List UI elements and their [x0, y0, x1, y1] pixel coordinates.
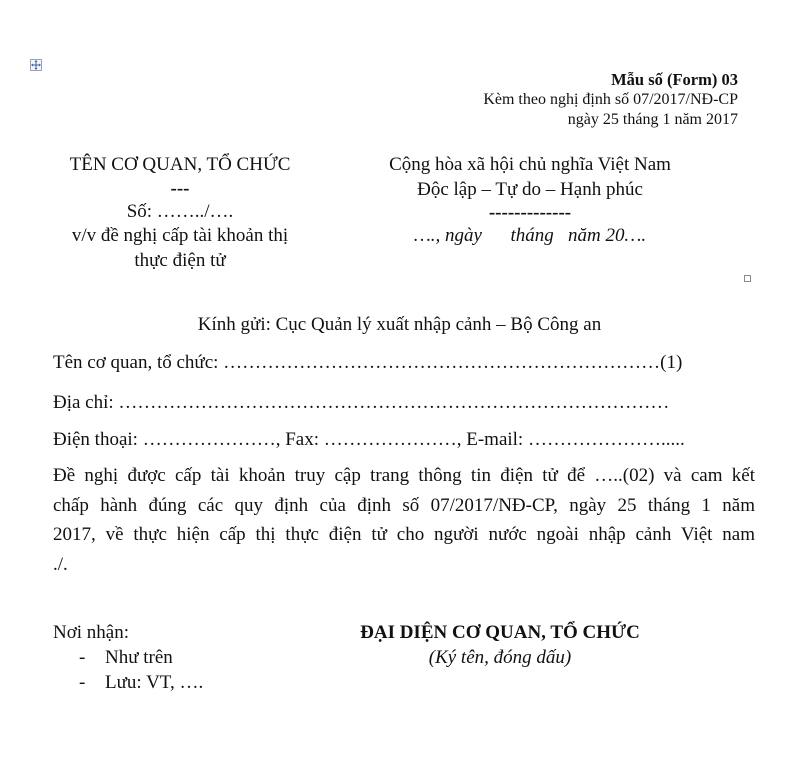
contact-field: Điện thoại: …………………, Fax: …………………, E-mail: …………………..... [53, 429, 685, 450]
recipients-label: Nơi nhận: [53, 622, 130, 643]
signature-block [330, 620, 670, 670]
organization-name: TÊN CƠ QUAN, TỔ CHỨC [69, 154, 291, 175]
subject-line-2: thực điện tử [134, 249, 226, 271]
table-move-handle-icon[interactable] [30, 59, 42, 71]
org-name-field: Tên cơ quan, tổ chức: ……………………………………………………………(1) [53, 352, 683, 373]
recipient-text: Như trên [105, 647, 173, 668]
decree-date: ngày 25 tháng 1 năm 2017 [567, 111, 738, 128]
national-header [355, 153, 705, 249]
recipient-item [53, 645, 203, 670]
bullet: - [79, 672, 86, 693]
document-number: Số: ……../…. [126, 200, 234, 222]
recipients-block [53, 620, 203, 695]
country-name: Cộng hòa xã hội chủ nghĩa Việt Nam [389, 154, 671, 175]
paragraph-line: 2017, về thực hiện cấp thị thực điện tử cho người nước ngoài nhập cảnh Việt nam [53, 524, 755, 545]
attached-decree: Kèm theo nghị định số 07/2017/NĐ-CP [483, 91, 738, 108]
subject-line-1: v/v đề nghị cấp tài khoản thị [71, 225, 289, 246]
request-paragraph [53, 461, 755, 579]
organization-header [40, 153, 320, 273]
form-number: Mẫu số (Form) 03 [611, 70, 738, 89]
paragraph-line: Đề nghị được cấp tài khoản truy cập trang thông tin điện tử để …..(02) và cam kết [53, 465, 755, 486]
recipient-item [53, 670, 203, 695]
signature-note: (Ký tên, đóng dấu) [428, 647, 572, 668]
address-field: Địa chỉ: …………………………………………………………………………… [53, 392, 670, 413]
national-motto: Độc lập – Tự do – Hạnh phúc [417, 178, 643, 200]
form-header [483, 70, 738, 130]
signature-title: ĐẠI DIỆN CƠ QUAN, TỔ CHỨC [360, 622, 640, 643]
organization-separator: --- [170, 177, 190, 199]
bullet: - [79, 647, 86, 668]
paragraph-line: chấp hành đúng các quy định của định số 07/2017/NĐ-CP, ngày 25 tháng 1 năm [53, 494, 755, 516]
table-resize-handle-icon[interactable] [744, 275, 751, 282]
national-separator: ------------- [488, 202, 572, 223]
recipient-text: Lưu: VT, …. [105, 672, 204, 693]
addressee: Kính gửi: Cục Quản lý xuất nhập cảnh – Bộ Công an [197, 314, 602, 335]
paragraph-line: ./. [53, 553, 68, 575]
date-line: …., ngày tháng năm 20…. [413, 225, 647, 246]
